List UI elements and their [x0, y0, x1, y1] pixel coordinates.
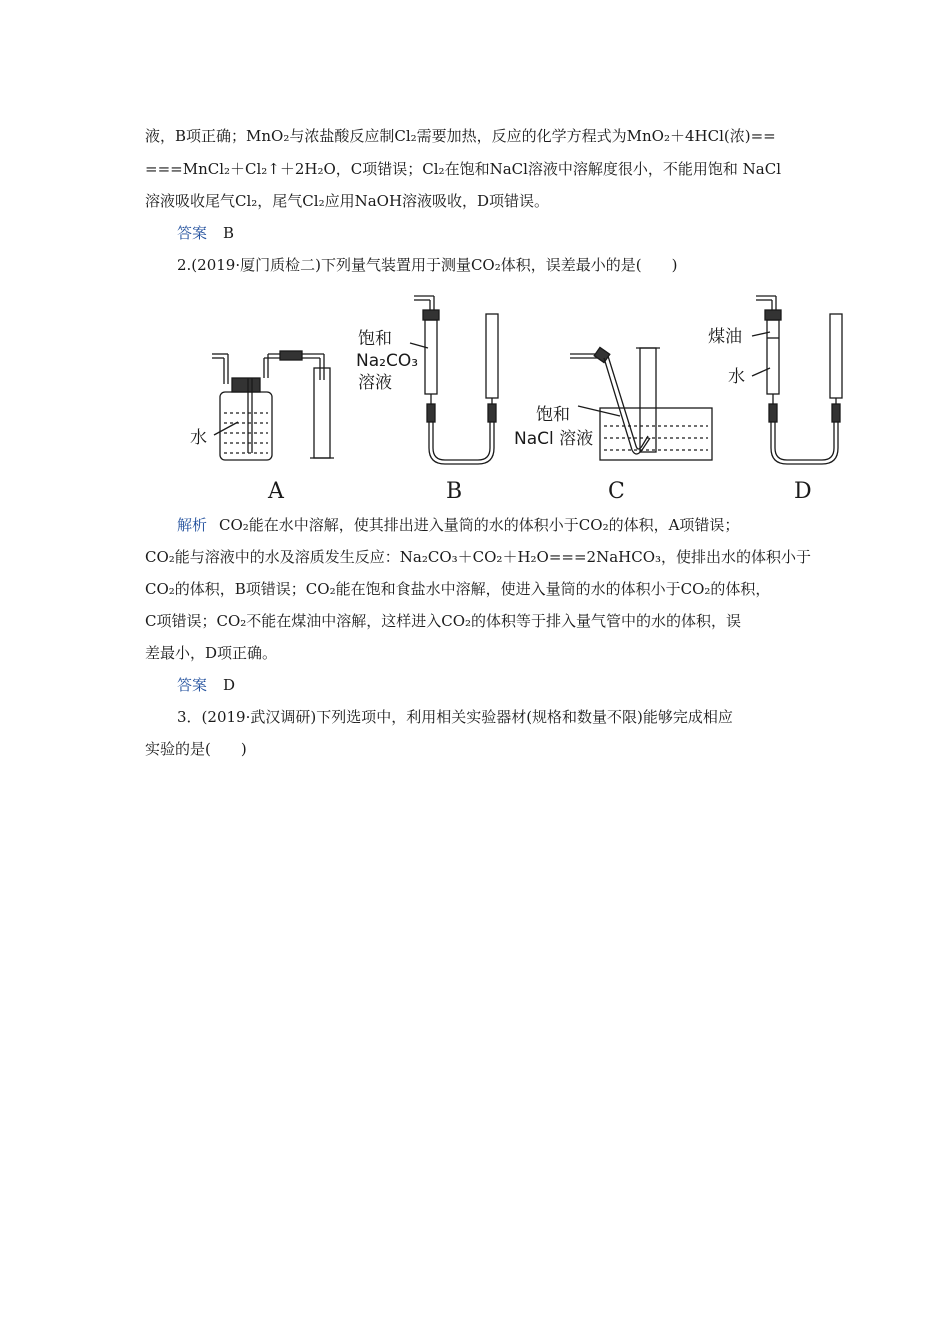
text-line-1: 液，B项正确；MnO₂与浓盐酸反应制Cl₂需要加热，反应的化学方程式为MnO₂＋4HCl(浓)== [145, 127, 776, 145]
answer-label: 答案 [177, 224, 208, 242]
answer-value: B [223, 224, 235, 242]
analysis-line-2: CO₂能与溶液中的水及溶质发生反应：Na₂CO₃＋CO₂＋H₂O===2NaHCO₃，使排出水的体积小于 [145, 548, 812, 566]
text-line-2: ===MnCl₂＋Cl₂↑＋2H₂O，C项错误；Cl₂在饱和NaCl溶液中溶解度很小，不能用饱和 NaCl [145, 160, 782, 178]
label-c-saturated: 饱和 [536, 405, 570, 425]
caption-c: C [608, 479, 625, 504]
question-2: 2.(2019·厦门质检二)下列量气装置用于测量CO₂体积，误差最小的是( ) [177, 256, 678, 274]
answer-2 [177, 675, 810, 695]
analysis-text-1: CO₂能在水中溶解，使其排出进入量筒的水的体积小于CO₂的体积，A项错误； [219, 516, 740, 534]
caption-b: B [446, 479, 463, 504]
label-b-solution: 溶液 [358, 373, 392, 393]
question-3: 3．(2019·武汉调研)下列选项中，利用相关实验器材(规格和数量不限)能够完成相应 [177, 708, 733, 726]
analysis-line-1 [177, 515, 810, 535]
apparatus-a [212, 351, 334, 460]
caption-a: A [268, 479, 284, 504]
analysis-line-4: C项错误；CO₂不能在煤油中溶解，这样进入CO₂的体积等于排入量气管中的水的体积，误 [145, 612, 742, 630]
label-a-water: 水 [190, 428, 207, 448]
analysis-line-5: 差最小，D项正确。 [145, 644, 278, 662]
question-3-continued: 实验的是( ) [145, 740, 247, 758]
label-d-oil: 煤油 [708, 327, 742, 347]
answer-value-2: D [223, 676, 236, 694]
analysis-label: 解析 [177, 516, 208, 534]
analysis-line-3: CO₂的体积，B项错误；CO₂能在饱和食盐水中溶解，使进入量筒的水的体积小于CO₂的体积， [145, 580, 771, 598]
text-line-3: 溶液吸收尾气Cl₂，尾气Cl₂应用NaOH溶液吸收，D项错误。 [145, 192, 550, 210]
label-b-saturated: 饱和 [358, 329, 392, 349]
answer-label-2: 答案 [177, 676, 208, 694]
label-b-na2co3: Na₂CO₃ [356, 351, 419, 371]
label-d-water: 水 [728, 367, 745, 387]
label-c-nacl: NaCl 溶液 [514, 429, 594, 449]
apparatus-b [410, 296, 498, 464]
apparatus-d [752, 296, 842, 464]
apparatus-figure [180, 288, 860, 510]
caption-d: D [794, 479, 812, 504]
answer-1 [177, 223, 810, 243]
